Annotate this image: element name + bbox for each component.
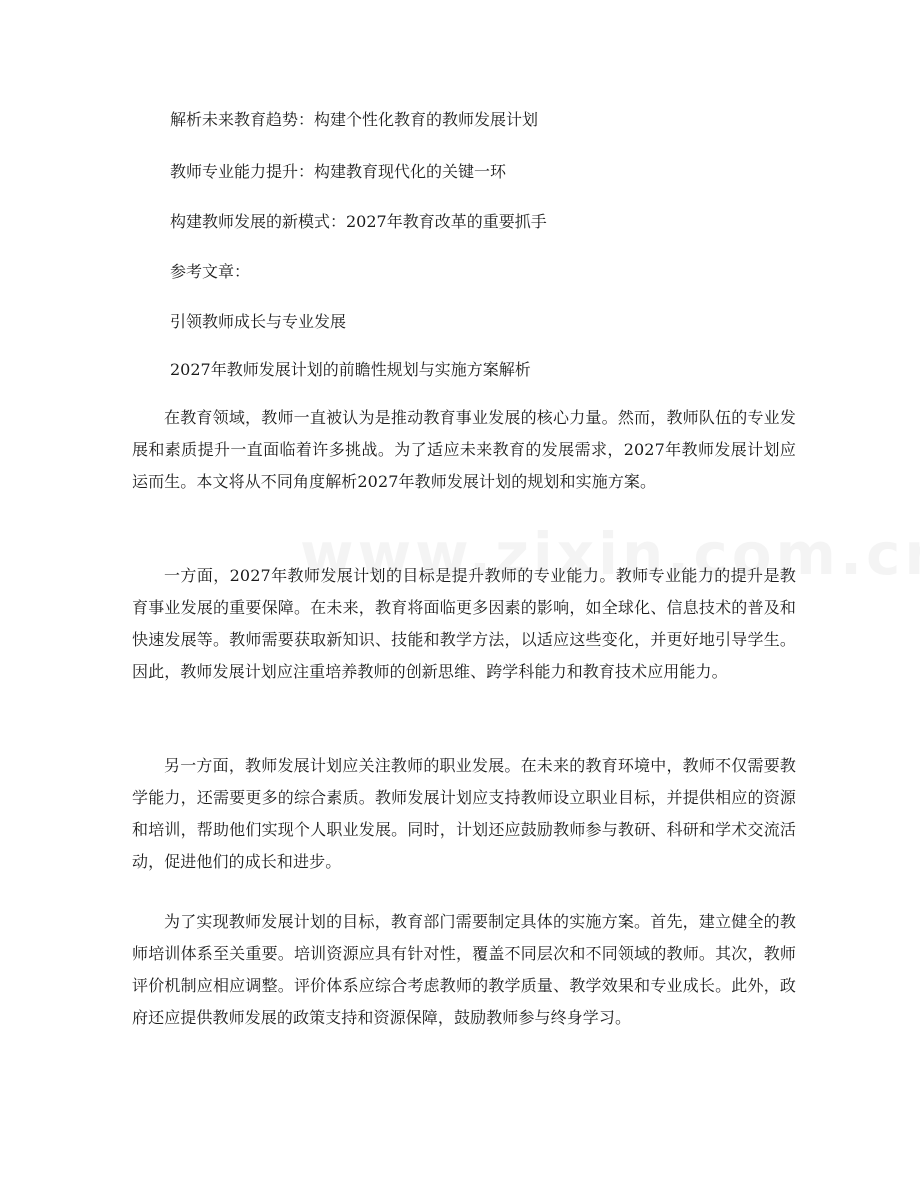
references-label: 参考文章： (170, 262, 251, 281)
heading-line-1: 解析未来教育趋势：构建个性化教育的教师发展计划 (170, 110, 539, 129)
heading-line-2: 教师专业能力提升：构建教育现代化的关键一环 (170, 162, 507, 181)
body-paragraph-3: 另一方面，教师发展计划应关注教师的职业发展。在未来的教育环境中，教师不仅需要教学能力，还需要更多的综合素质。教师发展计划应支持教师设立职业目标，并提供相应的资源和培训，帮助他们实现个人职业发展。同时，计划还应鼓励教师参与教研、科研和学术交流活动，促进他们的成长和进步。 (132, 756, 796, 871)
body-paragraph-2: 一方面，2027年教师发展计划的目标是提升教师的专业能力。教师专业能力的提升是教育事业发展的重要保障。在未来，教育将面临更多因素的影响，如全球化、信息技术的普及和快速发展等。教师需要获取新知识、技能和教学方法，以适应这些变化，并更好地引导学生。因此，教师发展计划应注重培养教师的创新思维、跨学科能力和教育技术应用能力。 (132, 566, 796, 681)
body-paragraph-1: 在教育领域，教师一直被认为是推动教育事业发展的核心力量。然而，教师队伍的专业发展和素质提升一直面临着许多挑战。为了适应未来教育的发展需求，2027年教师发展计划应运而生。本文将从不同角度解析2027年教师发展计划的规划和实施方案。 (132, 408, 796, 491)
article-title: 2027年教师发展计划的前瞻性规划与实施方案解析 (170, 360, 531, 379)
body-paragraph-4: 为了实现教师发展计划的目标，教育部门需要制定具体的实施方案。首先，建立健全的教师培训体系至关重要。培训资源应具有针对性，覆盖不同层次和不同领域的教师。其次，教师评价机制应相应调整。评价体系应综合考虑教师的教学质量、教学效果和专业成长。此外，政府还应提供教师发展的政策支持和资源保障，鼓励教师参与终身学习。 (132, 912, 796, 1027)
heading-line-3: 构建教师发展的新模式：2027年教育改革的重要抓手 (170, 212, 547, 231)
reference-title-1: 引领教师成长与专业发展 (170, 312, 347, 331)
